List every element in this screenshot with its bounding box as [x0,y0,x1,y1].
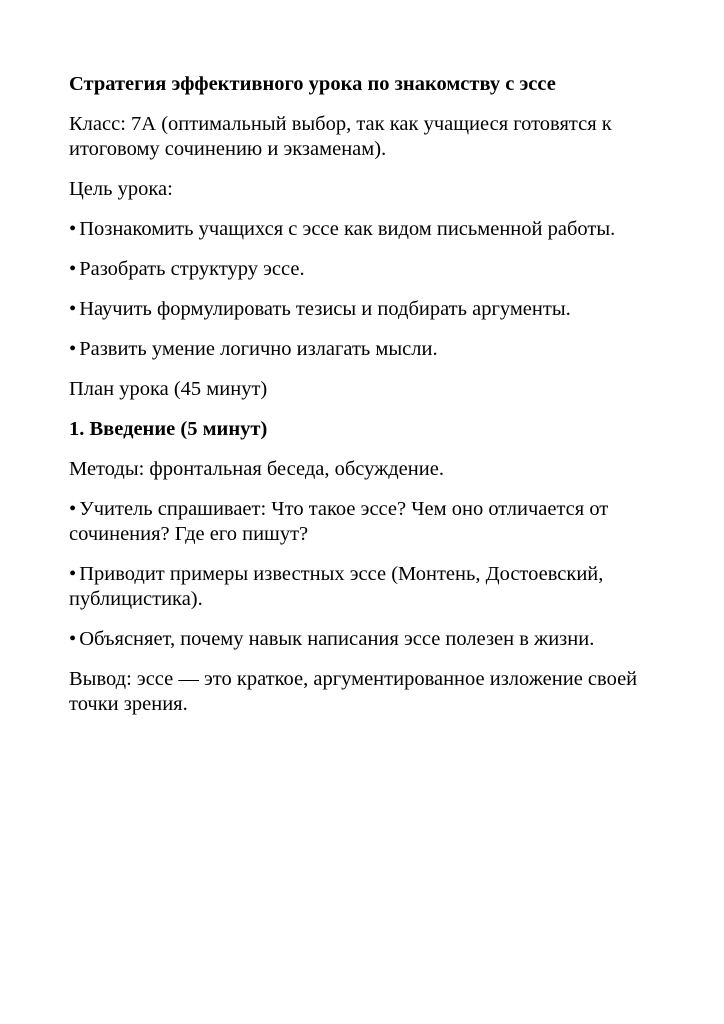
goal-item [69,337,659,362]
conclusion-line: Вывод: эссе — это краткое, аргументированное изложение своей точки зрения. [69,668,638,715]
section-item-text: Приводит примеры известных эссе (Монтень, Достоевский, публицистика). [69,563,604,610]
goal-heading: Цель урока: [69,178,173,200]
section-item-text: Объясняет, почему навык написания эссе полезен в жизни. [79,628,595,650]
plan-heading: План урока (45 минут) [69,378,268,400]
section-item [69,497,659,547]
methods-line: Методы: фронтальная беседа, обсуждение. [69,458,444,480]
section-item [69,562,659,612]
goal-item [69,297,659,322]
section-item [69,627,659,652]
class-line: Класс: 7А (оптимальный выбор, так как учащиеся готовятся к итоговому сочинению и экзаменам). [69,113,612,160]
section-heading: 1. Введение (5 минут) [69,418,268,440]
document-title: Стратегия эффективного урока по знакомству с эссе [69,73,556,95]
goal-item-text: Разобрать структуру эссе. [79,258,305,280]
goal-item-text: Научить формулировать тезисы и подбирать аргументы. [79,298,571,320]
goal-item [69,257,659,282]
section-item-text: Учитель спрашивает: Что такое эссе? Чем оно отличается от сочинения? Где его пишут? [69,498,609,545]
goal-item-text: Развить умение логично излагать мысли. [79,338,438,360]
document-content [69,72,659,732]
goal-item-text: Познакомить учащихся с эссе как видом письменной работы. [79,218,616,240]
goal-item [69,217,659,242]
